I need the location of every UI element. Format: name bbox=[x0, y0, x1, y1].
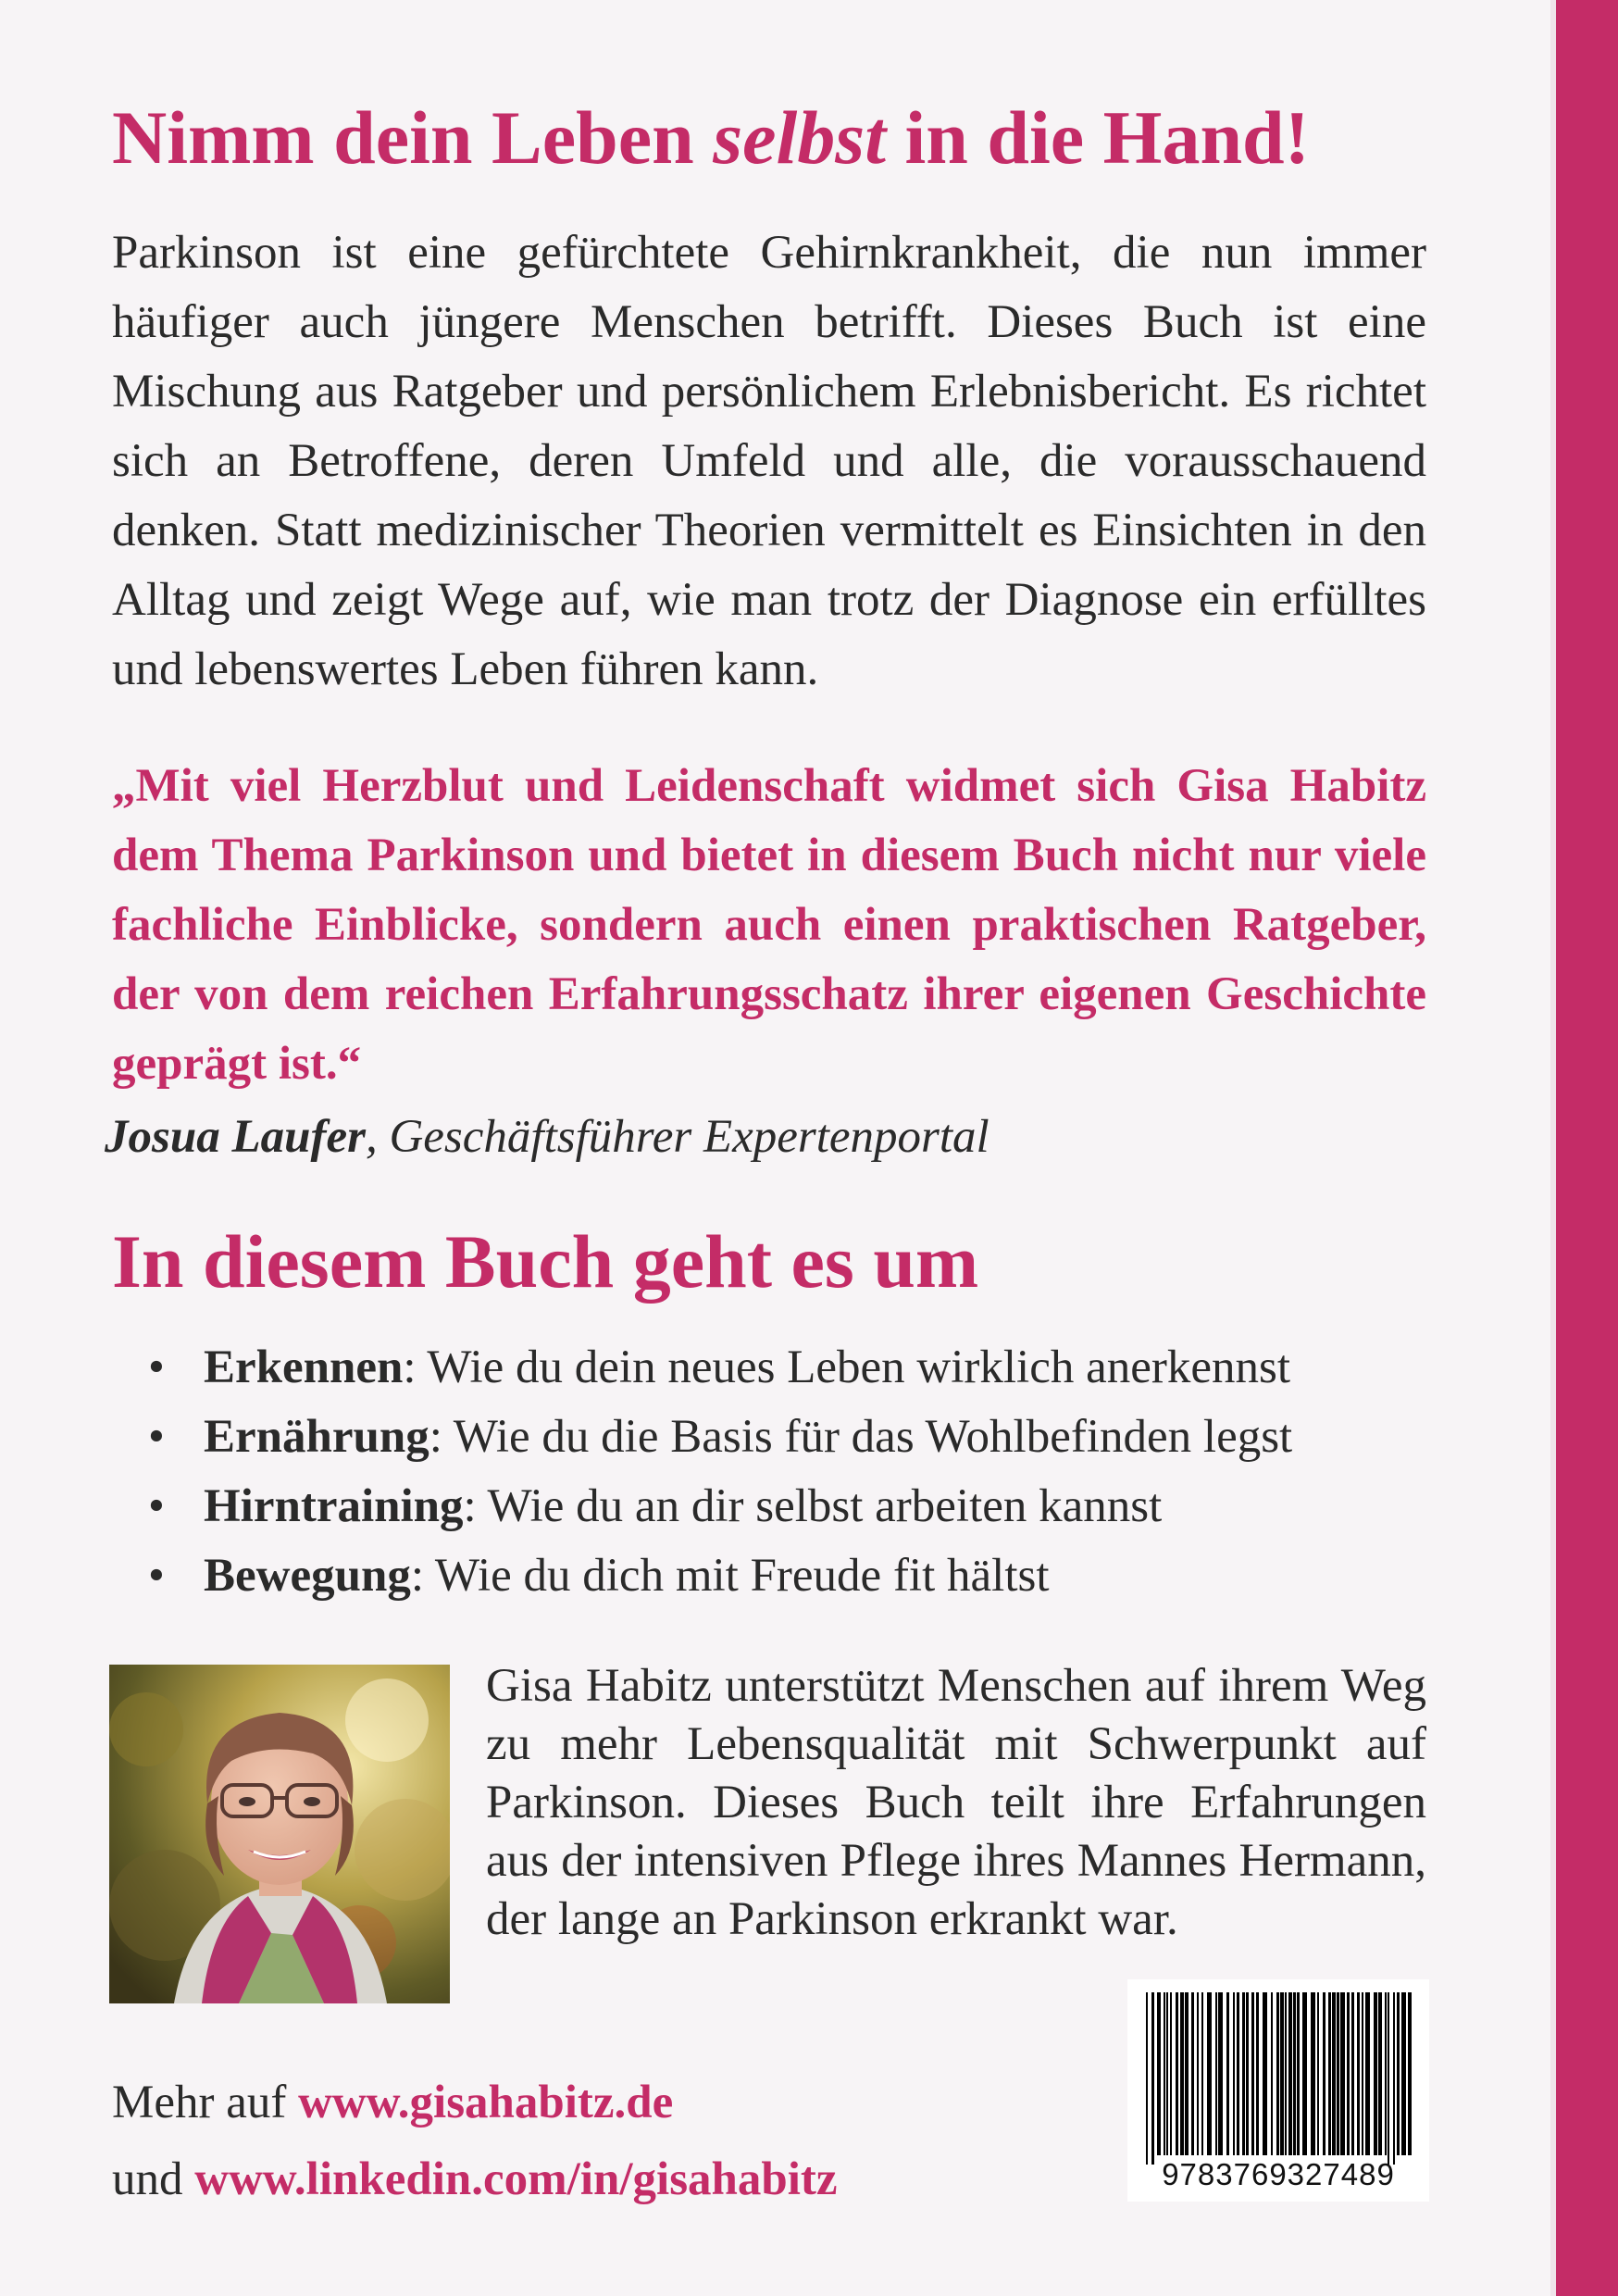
barcode-bar bbox=[1374, 1992, 1377, 2155]
testimonial-attribution bbox=[105, 1103, 989, 1172]
barcode-bar bbox=[1293, 1992, 1296, 2155]
barcode-bar bbox=[1218, 1992, 1223, 2155]
topic-term: Bewegung bbox=[204, 1550, 411, 1602]
topics-list bbox=[148, 1333, 1292, 1611]
barcode-bar bbox=[1256, 1992, 1259, 2155]
barcode-bar bbox=[1302, 1992, 1307, 2155]
barcode-bar bbox=[1357, 1992, 1360, 2155]
barcode-bar bbox=[1388, 1992, 1389, 2165]
page-title: Nimm dein Leben selbst in die Hand! bbox=[112, 95, 1310, 180]
title-emphasis: selbst bbox=[713, 95, 886, 180]
barcode-bar bbox=[1176, 1992, 1178, 2155]
topic-term: Erkennen bbox=[204, 1341, 404, 1393]
barcode-bar bbox=[1337, 1992, 1339, 2155]
bullet-icon: • bbox=[148, 1480, 165, 1532]
barcode-bar bbox=[1328, 1992, 1331, 2155]
spine-stripe bbox=[1556, 0, 1618, 2296]
barcode-bar bbox=[1233, 1992, 1235, 2155]
testimonial-quote: „Mit viel Herzblut und Leidenschaft widmet sich Gisa Habitz dem Thema Parkinson und bietet in diesem Buch nicht nur viele fachliche Einblicke, sondern auch einen praktischen Ratgeber, der von dem reichen Erfahrungsschatz ihrer eigenen Geschichte geprägt ist.“ bbox=[112, 760, 1426, 1090]
more-info: Mehr auf www.gisahabitz.de und www.linkedin.com/in/gisahabitz bbox=[112, 2077, 838, 2205]
barcode-bar bbox=[1362, 1992, 1363, 2155]
topics-heading: In diesem Buch geht es um bbox=[112, 1219, 979, 1304]
bullet-icon: • bbox=[148, 1550, 165, 1602]
barcode-bar bbox=[1237, 1992, 1239, 2155]
barcode-bar bbox=[1242, 1992, 1245, 2155]
barcode-bar bbox=[1280, 1992, 1284, 2155]
barcode-bar bbox=[1226, 1992, 1229, 2155]
topic-term: Ernährung bbox=[204, 1411, 429, 1463]
barcode-bar bbox=[1340, 1992, 1345, 2155]
barcode-bar bbox=[1263, 1992, 1267, 2155]
barcode-bar bbox=[1157, 1992, 1161, 2155]
barcode-bar bbox=[1166, 1992, 1168, 2155]
attribution-name: Josua Laufer bbox=[105, 1111, 366, 1163]
barcode-bar bbox=[1347, 1992, 1350, 2155]
isbn-number: 9783769327489 bbox=[1162, 2157, 1395, 2191]
barcode-bar bbox=[1271, 1992, 1273, 2155]
barcode-bar bbox=[1332, 1992, 1336, 2155]
topic-text: : Wie du die Basis für das Wohlbefinden legst bbox=[429, 1411, 1293, 1463]
barcode-bar bbox=[1385, 1992, 1387, 2155]
barcode-bar bbox=[1215, 1992, 1217, 2155]
barcode-bar bbox=[1311, 1992, 1315, 2155]
barcode-bar bbox=[1197, 1992, 1199, 2155]
author-photo bbox=[109, 1665, 450, 2003]
bullet-icon: • bbox=[148, 1341, 165, 1393]
barcode-bar bbox=[1393, 1992, 1395, 2165]
barcode-bar bbox=[1378, 1992, 1382, 2155]
list-item bbox=[148, 1403, 1292, 1472]
barcode-bar bbox=[1151, 1992, 1154, 2165]
barcode-bar bbox=[1401, 1992, 1406, 2155]
attribution-role: , Geschäftsführer Expertenportal bbox=[365, 1111, 989, 1163]
barcode-bar bbox=[1246, 1992, 1249, 2155]
barcode-bar bbox=[1323, 1992, 1326, 2155]
barcode-bar bbox=[1164, 1992, 1165, 2155]
barcode-bar bbox=[1397, 1992, 1400, 2155]
topic-text: : Wie du dich mit Freude fit hältst bbox=[410, 1550, 1050, 1602]
topic-text: : Wie du dein neues Leben wirklich anerkennst bbox=[403, 1341, 1291, 1393]
barcode-bar bbox=[1297, 1992, 1300, 2155]
linkedin-link[interactable]: www.linkedin.com/in/gisahabitz bbox=[194, 2153, 838, 2205]
barcode-bar bbox=[1170, 1992, 1172, 2155]
barcode-bar bbox=[1276, 1992, 1279, 2155]
barcode-bar bbox=[1180, 1992, 1184, 2155]
barcode-bar bbox=[1201, 1992, 1203, 2155]
topic-term: Hirntraining bbox=[204, 1480, 464, 1532]
barcode-bar bbox=[1317, 1992, 1319, 2155]
bullet-icon: • bbox=[148, 1411, 165, 1463]
barcode-bar bbox=[1408, 1992, 1412, 2155]
barcode-bar bbox=[1285, 1992, 1287, 2155]
barcode-bar bbox=[1251, 1992, 1254, 2155]
list-item bbox=[148, 1541, 1292, 1611]
topic-text: : Wie du an dir selbst arbeiten kannst bbox=[463, 1480, 1163, 1532]
barcode-bar bbox=[1351, 1992, 1354, 2155]
barcode-bar bbox=[1146, 1992, 1148, 2165]
barcode-bar bbox=[1288, 1992, 1292, 2155]
author-bio: Gisa Habitz unterstützt Menschen auf ihrem Weg zu mehr Lebensqualität mit Schwerpunkt auf Parkinson. Dieses Buch teilt ihre Erfahrungen aus der intensiven Pflege ihres Mannes Hermann, der lange an Parkinson erkrankt war. bbox=[486, 1660, 1426, 1945]
list-item bbox=[148, 1472, 1292, 1541]
barcode-bar bbox=[1191, 1992, 1194, 2155]
barcode-bar bbox=[1365, 1992, 1370, 2155]
list-item bbox=[148, 1333, 1292, 1403]
website-link[interactable]: www.gisahabitz.de bbox=[298, 2077, 674, 2128]
barcode-bar bbox=[1185, 1992, 1189, 2155]
intro-text: Parkinson ist eine gefürchtete Gehirnkrankheit, die nun immer häufiger auch jüngere Menschen betrifft. Dieses Buch ist eine Mischung aus Ratgeber und persönlichem Erlebnisbericht. Es richtet sich an Betroffene, deren Umfeld und alle, die vorausschauend denken. Statt medizinischer Theorien vermittelt es Einsichten in den Alltag und zeigt Wege auf, wie man trotz der Diagnose ein erfülltes und lebenswertes Leben führen kann. bbox=[112, 227, 1426, 695]
barcode-bar bbox=[1207, 1992, 1212, 2155]
